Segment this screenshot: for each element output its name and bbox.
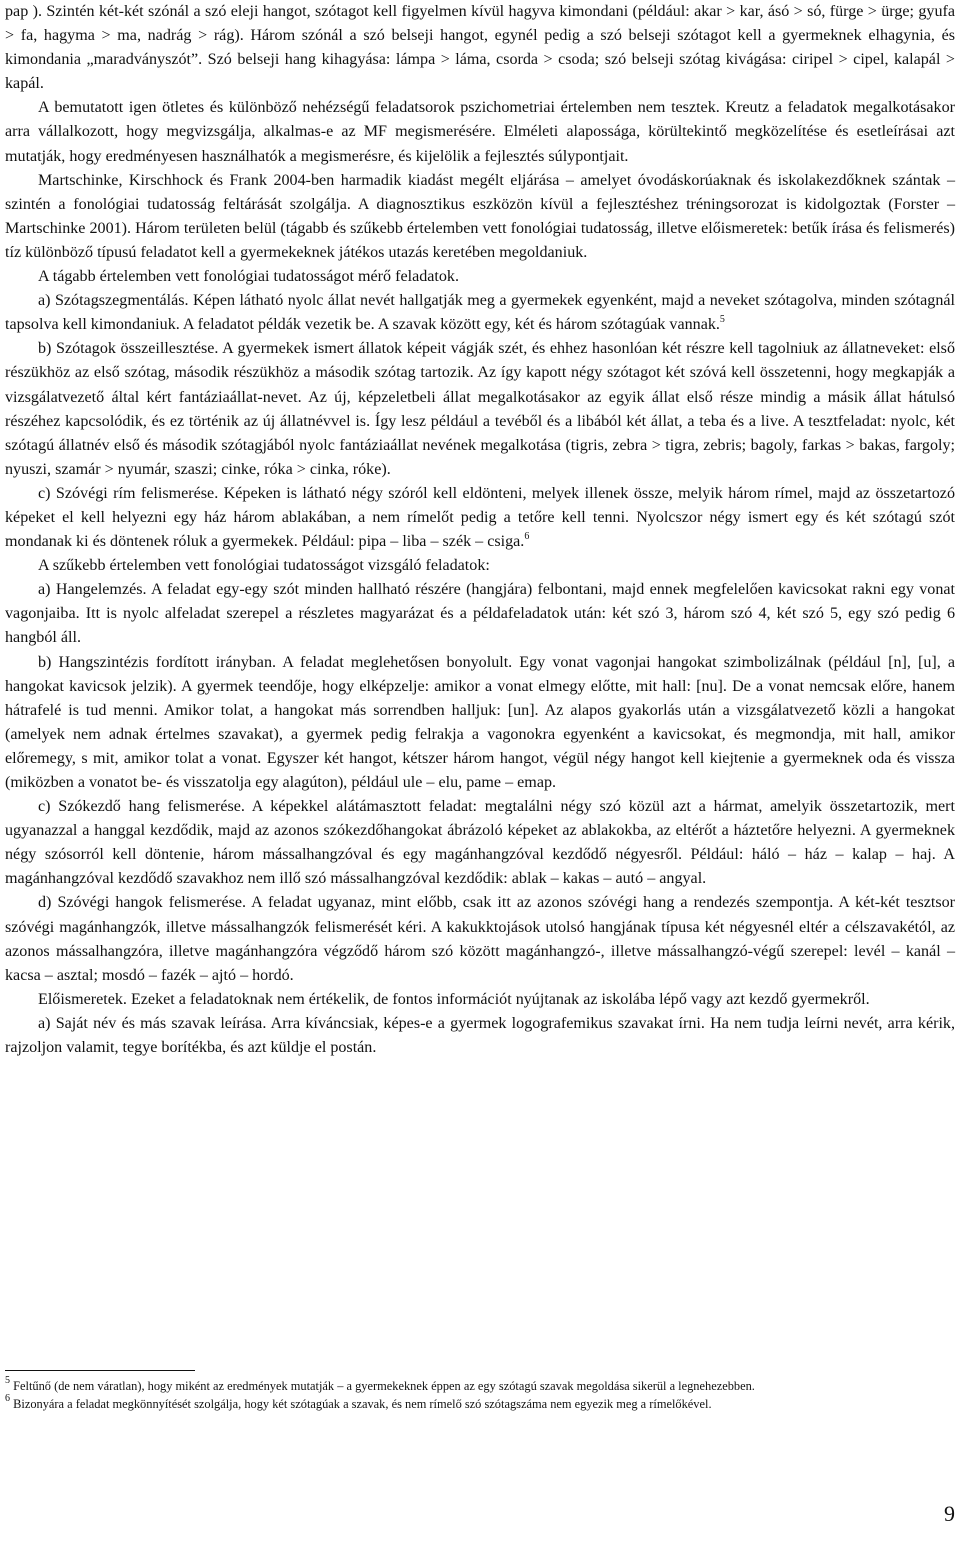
footnote <box>5 1375 955 1396</box>
footnote-mark: 5 <box>719 314 725 326</box>
footnote-divider <box>5 1370 195 1371</box>
footnote-mark: 6 <box>524 531 530 543</box>
footnotes <box>5 1375 955 1413</box>
paragraph-text: c) Szóvégi rím felismerése. Képeken is látható négy szóról kell eldönteni, melyek illenek össze, melyik három rímel, majd az összetartozó képeket el kell helyezni egy ház három ablakában, a nem rímelőt pedig a tetőre kell tenni. Nyolcszor négy ismert egy és két szótagú szót mondanak ki és döntenek róluk a gyermekek. Például: pipa – liba – szék – csiga. <box>5 484 955 551</box>
footnote-number: 5 <box>5 1375 10 1386</box>
paragraph: c) Szókezdő hang felismerése. A képekkel alátámasztott feladat: megtalálni négy szó közül azt a hármat, amelyik összetartozik, mert ugyanazzal a hanggal kezdődik, majd az azonos szókezdőhangokat ábrázoló képeket az ablakokba, az eltérőt a háztetőre helyezni. A gyermeknek négy szósorról kell döntenie, három mássalhangzóval és egy magánhangzóval kezdődő négyesről. Például: háló – ház – kalap – haj. A magánhangzóval kezdődő szavakhoz nem illő szó mássalhangzóval kezdődik: ablak – kakas – autó – angyal. <box>5 798 955 888</box>
paragraph: A tágabb értelemben vett fonológiai tudatosságot mérő feladatok. <box>38 268 459 286</box>
footnote <box>5 1392 955 1414</box>
page-number: 9 <box>944 1501 955 1526</box>
paragraph: a) Saját név és más szavak leírása. Arra kíváncsiak, képes-e a gyermek logografemikus szavakat írni. Ha nem tudja leírni nevét, arra kérik, rajzoljon valamit, tegye borítékba, és azt küldje el postán. <box>5 1014 955 1057</box>
footnote-number: 6 <box>5 1392 10 1404</box>
footnote-text: Feltűnő (de nem váratlan), hogy miként az eredmények mutatják – a gyermekeknek éppen az egy szótagú szavak megoldása sikerül a legnehezebben. <box>13 1379 755 1393</box>
footnote-text: Bizonyára a feladat megkönnyítését szolgálja, hogy két szótagúak a szavak, és nem rímelő szó szótagszáma nem egyezik meg a rímelőkével. <box>13 1396 712 1411</box>
paragraph-with-footnote <box>5 289 955 337</box>
paragraph: Előismeretek. Ezeket a feladatoknak nem értékelik, de fontos információt nyújtanak az iskolába lépő vagy azt kezdő gyermekről. <box>38 990 870 1008</box>
paragraph-text: a) Szótagszegmentálás. Képen látható nyolc állat nevét hallgatják meg a gyermekek egyenként, majd a neveket szótagolva, minden szótagnál tapsolva kell kimondaniuk. A feladatot példák vezetik be. A szavak között egy, két és három szótagúak vannak. <box>5 292 955 334</box>
paragraph: d) Szóvégi hangok felismerése. A feladat ugyanaz, mint előbb, csak itt az azonos szóvégi hang a rendezés szempontja. A két-két tesztsor szóvégi magánhangzók, illetve mássalhangzók felismerését kéri. A kakukktojások utolsó hangjának típusa két négyesnél eltér a célszavakétól, az azonos mássalhangzóra, illetve magánhangzóra végződő három szó között magánhangzó-, illetve mássalhangzó-végű szerepel: levél – kanál – kacsa – asztal; mosdó – fazék – ajtó – hordó. <box>5 894 955 984</box>
paragraph: Martschinke, Kirschhock és Frank 2004-ben harmadik kiadást megélt eljárása – amelyet óvodáskorúaknak és iskolakezdőknek szántak – szintén a fonológiai tudatosság feltárását szolgálja. A diagnosztikus eszközön kívül a fejlesztéshez tréningsorozat is kidolgoztak (Forster – Martschinke 2001). Három területen belül (tágabb és szűkebb értelemben vett fonológiai tudatosság, illetve előismeretek: betűk írása és felismerés) tíz különböző típusú feladatot kell a gyermekeknek játékos utazás keretében megoldaniuk. <box>5 171 955 261</box>
paragraph: A szűkebb értelemben vett fonológiai tudatosságot vizsgáló feladatok: <box>38 557 490 575</box>
paragraph: A bemutatott igen ötletes és különböző nehézségű feladatsorok pszichometriai értelemben nem tesztek. Kreutz a feladatok megalkotásakor arra vállalkozott, hogy megvizsgálja, alkalmas-e az MF megismerésére. Elméleti alapossága, körültekintő megközelítése és esetleírásai azt mutatják, hogy eredményesen használhatók a megismerésre, és kijelölik a fejlesztés súlypontjait. <box>5 99 955 165</box>
paragraph: pap ). Szintén két-két szónál a szó eleji hangot, szótagot kell figyelmen kívül hagyva kimondani (például: akar > kar, ásó > só, fürge > ürge; gyufa > fa, hagyma > ma, nadrág > rág). Három szónál a szó belseji hangot, egynél pedig a szó belseji szótagot kell a gyermeknek elhagynia, és kimondania „maradványszót”. Szó belseji hang kihagyása: lámpa > láma, csorda > csoda; szó belseji szótag kivágása: ciripel > cipel, kalapál > kapál. <box>5 3 955 93</box>
paragraph: a) Hangelemzés. A feladat egy-egy szót minden hallható részére (hangjára) felbontani, majd ennek megfelelően kavicsokat rakni egy vonat vagonjaiba. Itt is nyolc alfeladat szerepel a részletes magyarázat és a példafeladatok után: két szó 3, három szó 4, két szó 5, egy szó pedig 6 hangból áll. <box>5 581 955 647</box>
body-text <box>5 0 955 1060</box>
paragraph: b) Szótagok összeillesztése. A gyermekek ismert állatok képeit vágják szét, és ehhez hasonlóan két részre kell tagolniuk az állatneveket: első részükhöz az első szótag, második részükhöz a második szótag tartozik. Az így kapott négy szótagot két szóvá kell összetenni, hogy megkapják a vizsgálatvezető által kért fantáziaállat-nevet. Az új, képzeletbeli állat megalkotásakor az egyik állat első része mindig a másik állat hátulsó részéhez kapcsolódik, és ez történik az új állatnévvel is. Így lesz például a tevéből és a libából két állat, a teba és a live. A tesztfeladat: nyolc, két szótagú állatnév első és második szótagjából nyolc fantáziaállat nevének megalkotása (tigris, zebra > tigra, zebris; bagoly, farkas > bakas, fargoly; nyuszi, szamár > nyumár, szaszi; cinke, róka > cinka, róke). <box>5 340 955 478</box>
paragraph-with-footnote <box>5 482 955 554</box>
paragraph: b) Hangszintézis fordított irányban. A feladat meglehetősen bonyolult. Egy vonat vagonjai hangokat szimbolizálnak (például [n], [u], a hangokat kavicsok jelzik). A gyermek teendője, hogy elképzelje: amikor a vonat elmegy előtte, mit hall: [nu]. De a vonat nemcsak előre, hanem hátrafelé is tud menni. Amikor tolat, a hangokat más sorrendben halljuk: [un]. Az alapos gyakorlás után a vizsgálatvezető közli a hangokat (amelyek nem adnak értelmes szavakat), a gyermek pedig felrakja a vagonokra egyenként a kavicsokat, és megmondja, mit hall, amikor előremegy, s mit, amikor tolat a vonat. Egyszer két hangot, kétszer három hangot, végül négy hangot kell kiejtenie a gyermeknek oda és vissza (miközben a vonatot be- és visszatolja egy alagúton), például ule – elu, pame – emap. <box>5 653 955 791</box>
